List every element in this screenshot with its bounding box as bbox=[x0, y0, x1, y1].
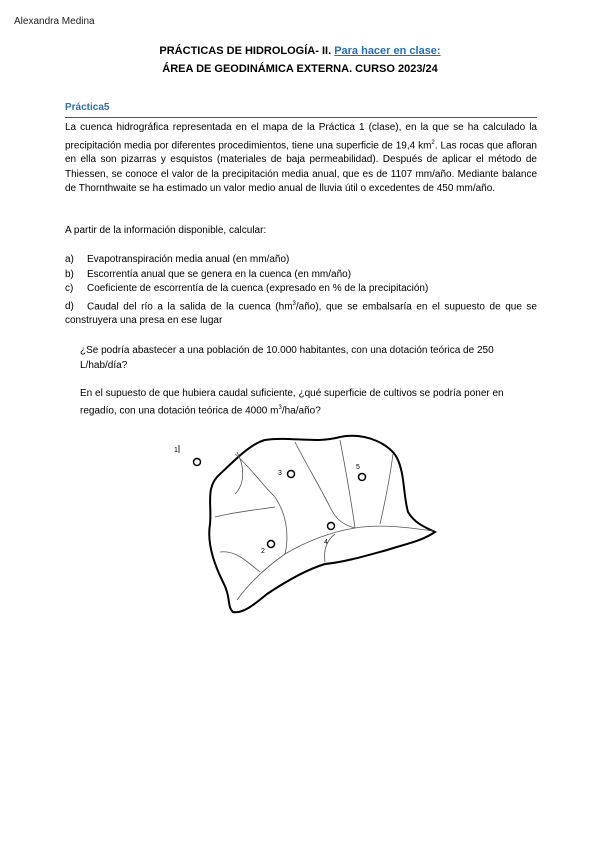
tributary-5 bbox=[340, 440, 355, 528]
tributary-7 bbox=[295, 442, 355, 528]
station-label-1: 1 bbox=[174, 447, 178, 454]
station-marker bbox=[268, 541, 275, 548]
station-label-2: 2 bbox=[261, 548, 265, 555]
header-author: Alexandra Medina bbox=[14, 16, 95, 27]
station-marker bbox=[288, 471, 295, 478]
question-irrigation: En el supuesto de que hubiera caudal suficiente, ¿qué superficie de cultivos se podría poner en regadío, con una dotación teórica de 4000 $m^3/ha$/año? bbox=[80, 388, 504, 417]
tributary-4 bbox=[220, 552, 260, 572]
task-item-c: c) Coeficiente de escorrentía de la cuenca (expresado en % de la precipitación) bbox=[65, 283, 429, 294]
station-label-5: 5 bbox=[356, 464, 360, 471]
station-marker bbox=[359, 474, 366, 481]
tributary-6 bbox=[380, 454, 393, 524]
rain-gauge-3 bbox=[278, 470, 295, 478]
title-line-1: PRÁCTICAS DE HIDROLOGÍA- II. Para hacer en clase: bbox=[159, 45, 441, 57]
section-heading bbox=[65, 97, 537, 118]
station-label-3: 3 bbox=[278, 470, 282, 477]
in-class-link[interactable]: Para hacer en clase: bbox=[334, 45, 441, 57]
station-marker bbox=[328, 523, 335, 530]
station-label-4: 4 bbox=[324, 539, 328, 546]
task-list bbox=[65, 253, 537, 329]
rain-gauge-2 bbox=[261, 541, 275, 556]
document-title bbox=[0, 42, 600, 78]
tributary-2 bbox=[215, 507, 275, 517]
task-item-a: a) Evapotranspiración media anual (en mm/año) bbox=[65, 254, 290, 265]
calculation-prompt: A partir de la información disponible, calcular: bbox=[65, 225, 267, 236]
rain-gauge-1 bbox=[174, 445, 201, 466]
title-line-2: ÁREA DE GEODINÁMICA EXTERNA. CURSO 2023/24 bbox=[162, 63, 438, 75]
station-marker bbox=[194, 459, 201, 466]
task-item-b: b) Escorrentía anual que se genera en la cuenca (en mm/año) bbox=[65, 268, 352, 280]
intro-paragraph: La cuenca hidrográfica representada en el mapa de la Práctica 1 (clase), en la que se ha calculado la precipitación media por diferentes procedimientos, tiene una superficie de 19,4 $km^2$. Las rocas que afloran en ella son pizarras y esquistos (materiales de baja permeabilidad). Después de aplicar el método de Thiessen, se conoce el valor de la precipitación media anual, que es de 1107 mm/año. Mediante balance de Thornthwaite se ha estimado un valor medio anual de lluvia útil o excedentes de 450 mm/año. bbox=[65, 122, 537, 195]
rain-gauge-5 bbox=[356, 464, 366, 481]
task-item-d: d) Caudal del río a la salida de la cuenca $(hm^3/año)$, que se embalsaría en el supuesto de que se construyera una presa en ese lugar bbox=[65, 300, 537, 327]
watershed-map bbox=[165, 432, 465, 622]
section-heading-text: Práctica5 bbox=[65, 102, 110, 113]
question-supply: ¿Se podría abastecer a una población de 10.000 habitantes, con una dotación teórica de 250 L/hab/día? bbox=[80, 345, 494, 371]
